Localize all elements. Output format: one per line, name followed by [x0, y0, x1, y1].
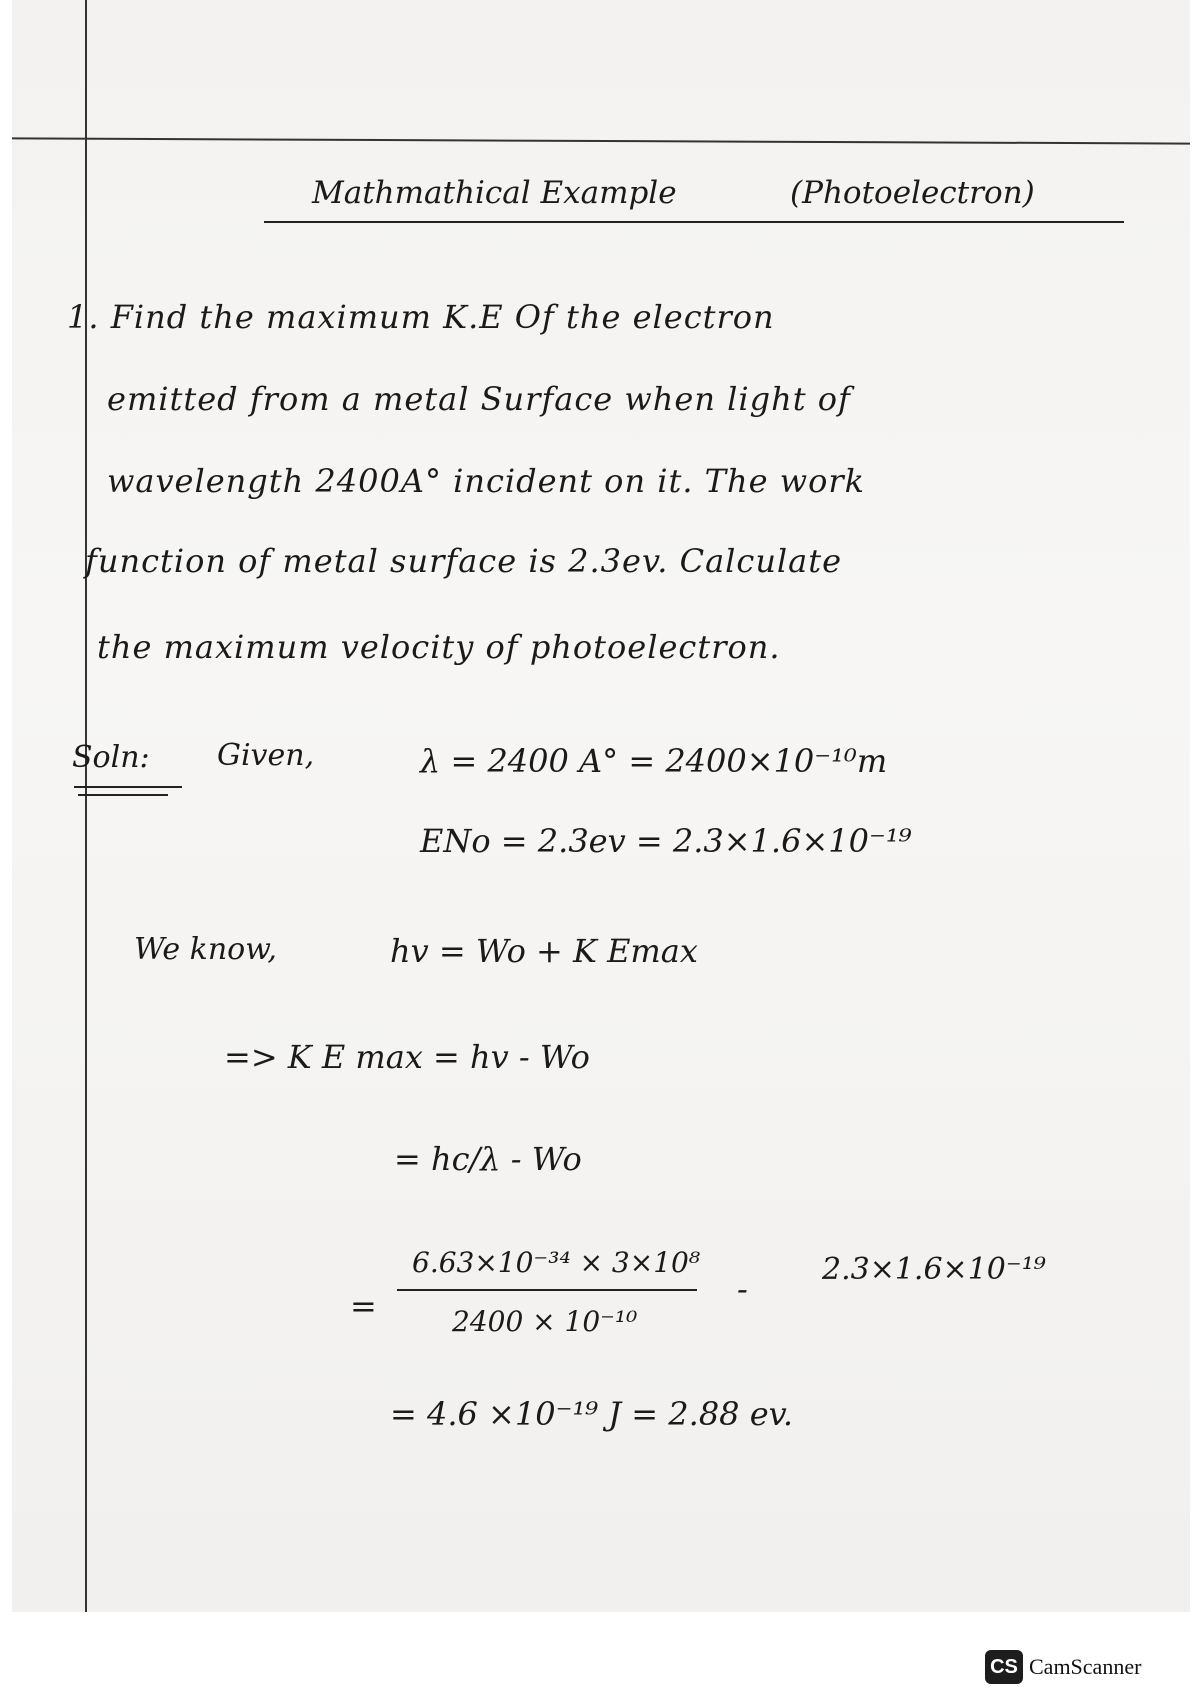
- notebook-page: [12, 0, 1190, 1612]
- camscanner-text: CamScanner: [1029, 1654, 1142, 1679]
- work-function-term: 2.3×1.6×10⁻¹⁹: [822, 1252, 1046, 1287]
- we-know-label: We know,: [134, 932, 277, 967]
- question-line-2: emitted from a metal Surface when light of: [107, 380, 851, 418]
- hc-lambda-equation: = hc/λ - Wo: [394, 1140, 582, 1178]
- title-underline: [264, 221, 1124, 223]
- page-subtitle: (Photoelectron): [790, 175, 1035, 211]
- lambda-equation: λ = 2400 A° = 2400×10⁻¹⁰m: [420, 742, 888, 780]
- question-line-3: wavelength 2400A° incident on it. The work: [107, 462, 866, 500]
- solution-underline-2: [78, 794, 168, 796]
- camscanner-logo-icon: CS: [985, 1650, 1023, 1684]
- camscanner-watermark: [985, 1650, 1141, 1684]
- fraction-minus-sign: -: [737, 1270, 748, 1308]
- question-line-4: function of metal surface is 2.3ev. Calculate: [85, 542, 843, 580]
- solution-underline: [74, 786, 182, 788]
- kemax-equation: => K E max = hv - Wo: [224, 1038, 590, 1076]
- page-title: Mathmathical Example: [312, 175, 677, 211]
- margin-line-vertical: [85, 0, 87, 1612]
- einstein-equation: hv = Wo + K Emax: [390, 932, 698, 970]
- question-line-1: 1. Find the maximum K.E Of the electron: [67, 298, 775, 336]
- solution-label: Soln:: [72, 740, 150, 775]
- margin-line-horizontal: [12, 137, 1190, 144]
- final-result: = 4.6 ×10⁻¹⁹ J = 2.88 ev.: [390, 1395, 794, 1433]
- work-function-equation: ENo = 2.3ev = 2.3×1.6×10⁻¹⁹: [420, 822, 912, 860]
- question-line-5: the maximum velocity of photoelectron.: [97, 628, 781, 666]
- fraction-denominator: 2400 × 10⁻¹⁰: [452, 1305, 638, 1338]
- fraction-equals-sign: =: [350, 1287, 377, 1325]
- given-label: Given,: [217, 738, 315, 773]
- fraction-numerator: 6.63×10⁻³⁴ × 3×10⁸: [412, 1246, 701, 1279]
- fraction-bar: [397, 1289, 697, 1291]
